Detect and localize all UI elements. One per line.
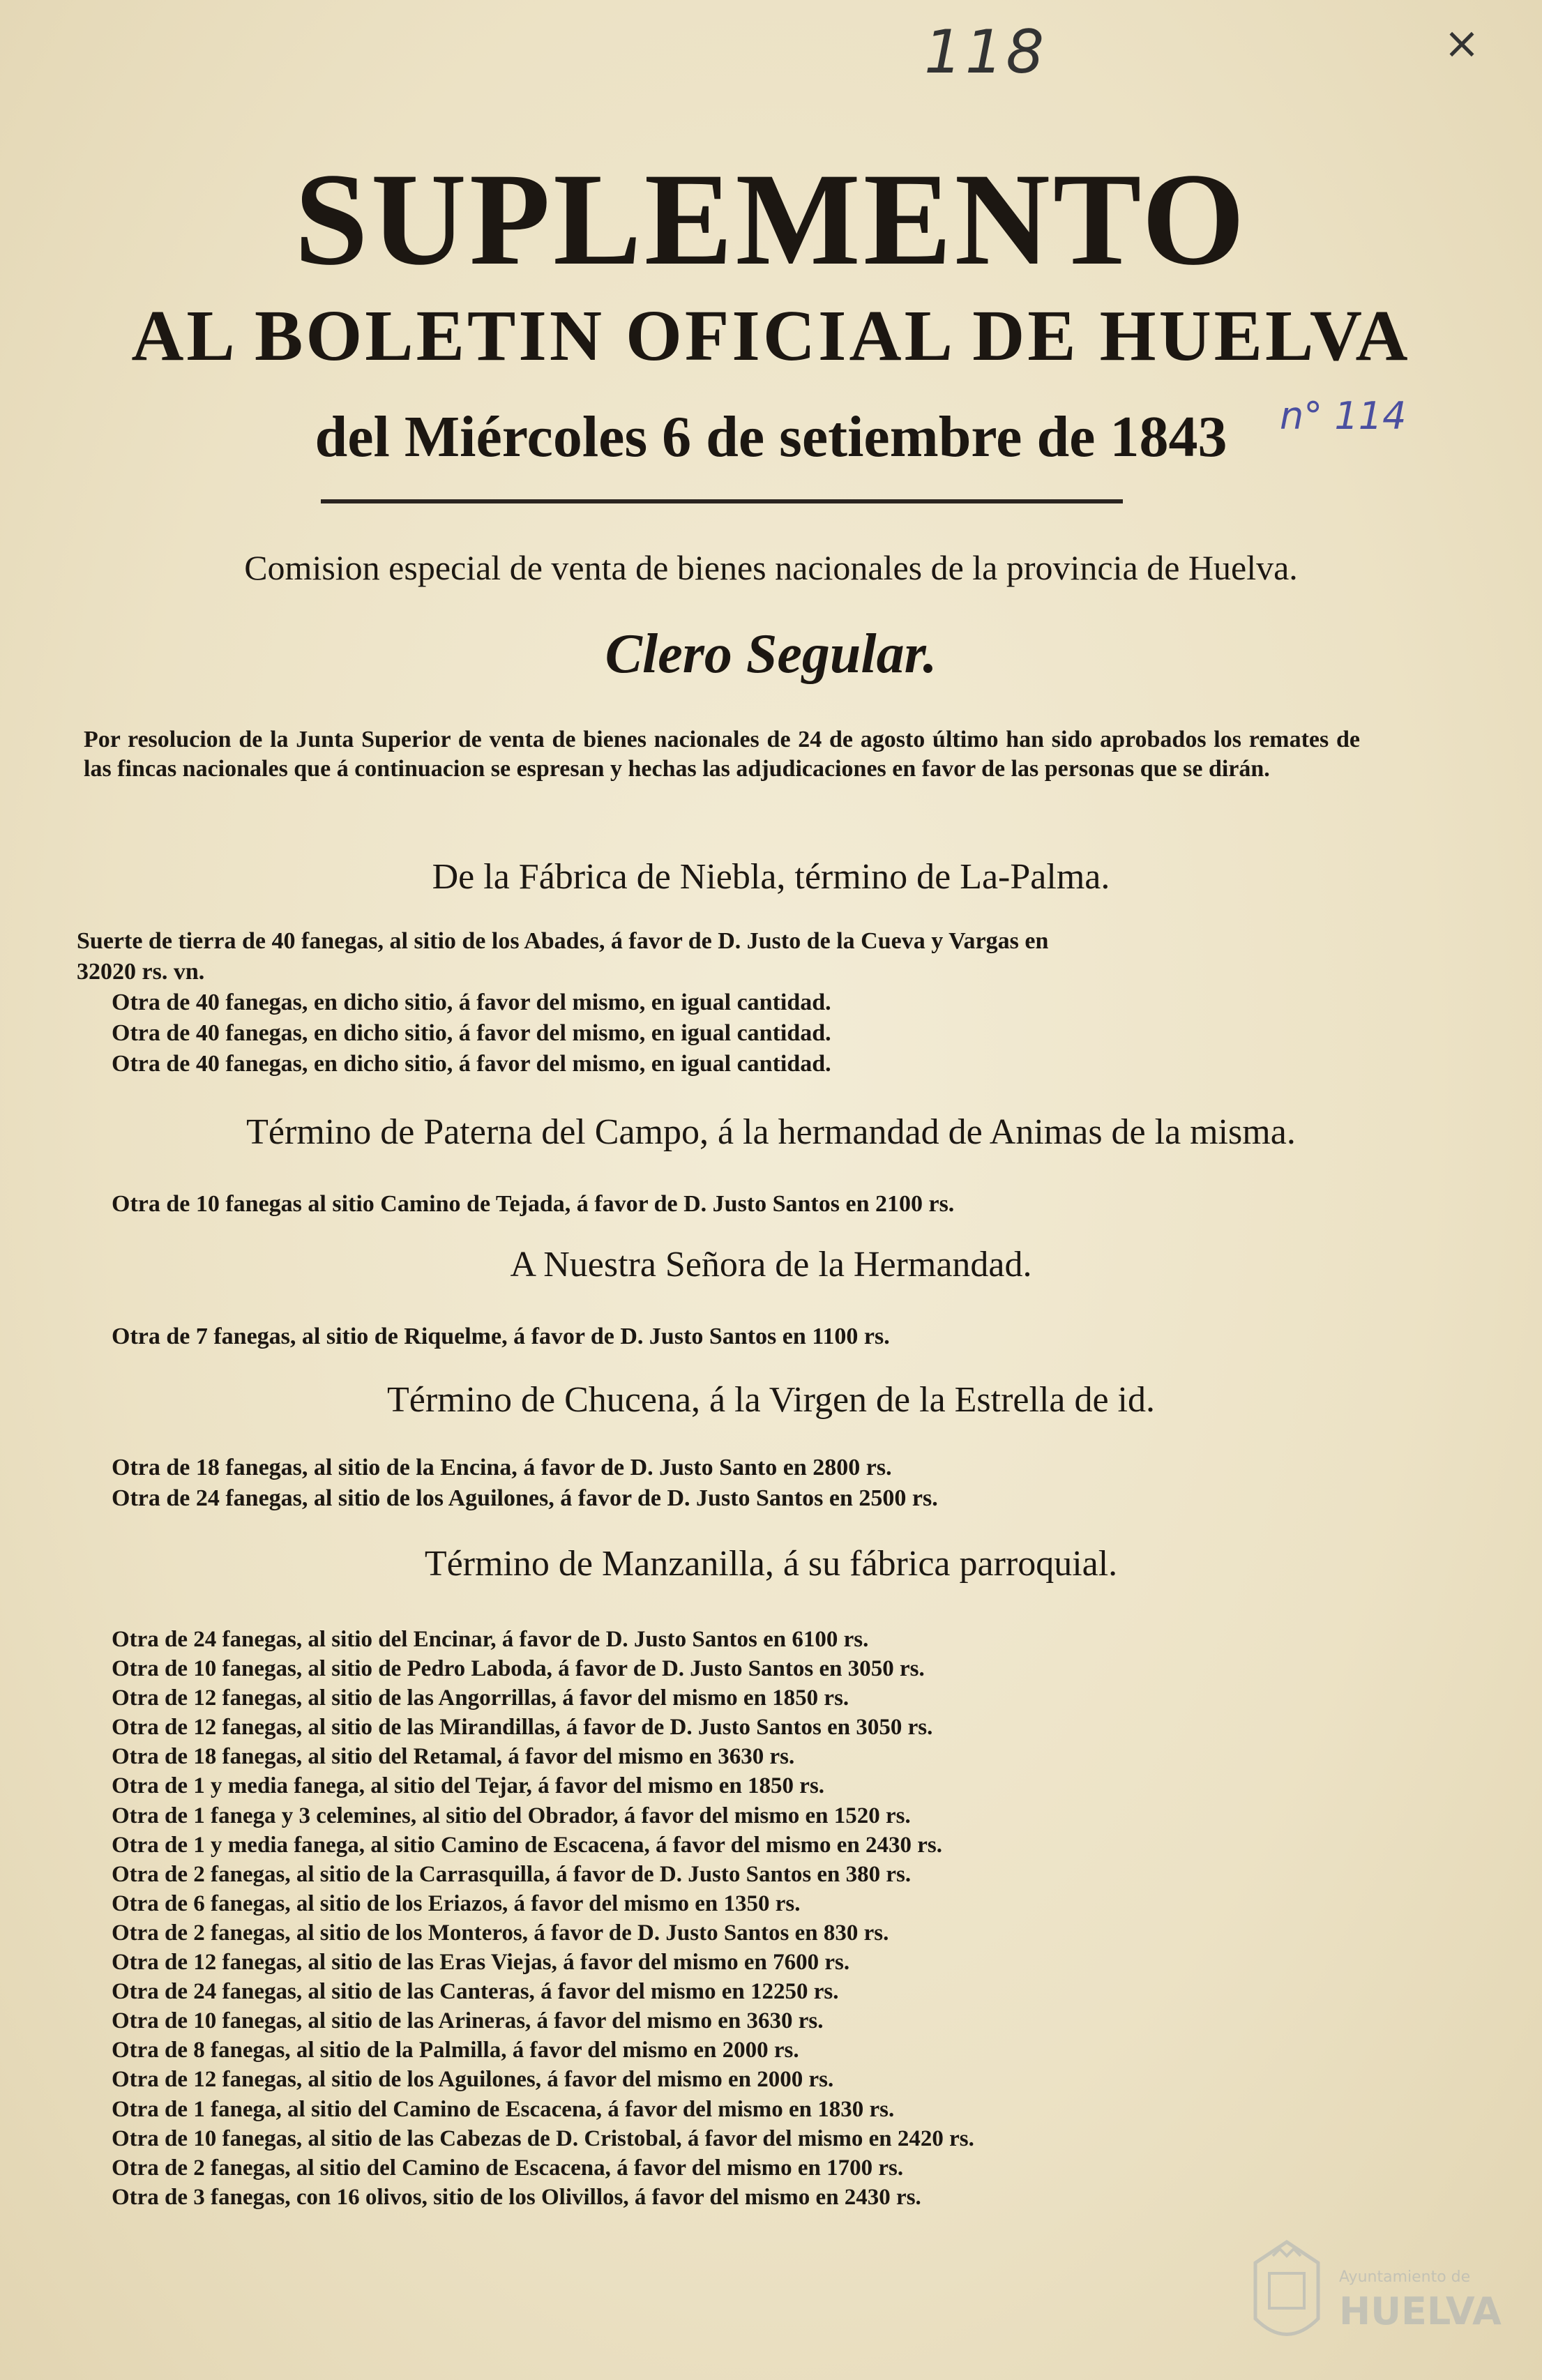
handwritten-corner-mark: × <box>1444 17 1480 68</box>
list-item: Otra de 24 fanegas, al sitio del Encinar, á favor de D. Justo Santos en 6100 rs. <box>112 1627 869 1652</box>
list-item: Otra de 40 fanegas, en dicho sitio, á favor del mismo, en igual cantidad. <box>112 1020 831 1046</box>
entry-list <box>112 1625 1332 2212</box>
list-item: Otra de 24 fanegas, al sitio de las Canteras, á favor del mismo en 12250 rs. <box>112 1979 839 2005</box>
section-title: Clero Segular. <box>605 623 937 685</box>
list-item: Otra de 8 fanegas, al sitio de la Palmilla, á favor del mismo en 2000 rs. <box>112 2038 799 2063</box>
list-item: Otra de 10 fanegas, al sitio de Pedro Laboda, á favor de D. Justo Santos en 3050 rs. <box>112 1656 925 1682</box>
group-heading: Término de Paterna del Campo, á la hermandad de Animas de la misma. <box>246 1112 1296 1152</box>
intro-paragraph: Por resolucion de la Junta Superior de venta de bienes nacionales de 24 de agosto último han sido aprobados los remates de las fincas nacionales que á continuacion se espresan y hechas las adjudicaciones en favor de las personas que se dirán. <box>84 727 1360 782</box>
watermark-line-2: HUELVA <box>1339 2289 1502 2333</box>
list-item: Otra de 12 fanegas, al sitio de las Mirandillas, á favor de D. Justo Santos en 3050 rs. <box>112 1715 933 1741</box>
entry-list <box>77 926 1332 1079</box>
list-item: Otra de 1 y media fanega, al sitio Camino de Escacena, á favor del mismo en 2430 rs. <box>112 1832 942 1858</box>
list-item: Otra de 10 fanegas, al sitio de las Cabezas de D. Cristobal, á favor del mismo en 2420 rs. <box>112 2125 974 2151</box>
watermark-line-1: Ayuntamiento de <box>1339 2268 1471 2286</box>
list-item: Otra de 18 fanegas, al sitio de la Encina, á favor de D. Justo Santo en 2800 rs. <box>112 1455 892 1480</box>
group-heading: Término de Manzanilla, á su fábrica parroquial. <box>424 1544 1118 1584</box>
entry-list <box>112 1321 1332 1352</box>
list-item: Otra de 2 fanegas, al sitio de la Carrasquilla, á favor de D. Justo Santos en 380 rs. <box>112 1861 912 1887</box>
list-item: Otra de 7 fanegas, al sitio de Riquelme, á favor de D. Justo Santos en 1100 rs. <box>112 1324 890 1349</box>
list-item: Otra de 40 fanegas, en dicho sitio, á favor del mismo, en igual cantidad. <box>112 1051 831 1077</box>
list-item: Suerte de tierra de 40 fanegas, al sitio de los Abades, á favor de D. Justo de la Cueva y Vargas en <box>77 928 1049 954</box>
list-item: Otra de 1 fanega, al sitio del Camino de Escacena, á favor del mismo en 1830 rs. <box>112 2096 895 2122</box>
list-item: Otra de 2 fanegas, al sitio de los Monteros, á favor de D. Justo Santos en 830 rs. <box>112 1920 889 1946</box>
handwritten-folio-note: n° 114 <box>1280 394 1407 438</box>
list-item: 32020 rs. vn. <box>77 959 205 985</box>
entry-list <box>112 1189 1332 1220</box>
list-item: Otra de 1 fanega y 3 celemines, al sitio del Obrador, á favor del mismo en 1520 rs. <box>112 1803 911 1828</box>
list-item: Otra de 12 fanegas, al sitio de las Eras Viejas, á favor del mismo en 7600 rs. <box>112 1950 850 1976</box>
masthead-title: SUPLEMENTO <box>294 146 1248 293</box>
list-item: Otra de 6 fanegas, al sitio de los Eriazos, á favor del mismo en 1350 rs. <box>112 1890 801 1916</box>
masthead-subtitle: AL BOLETIN OFICIAL DE HUELVA <box>131 296 1411 376</box>
group-heading: A Nuestra Señora de la Hermandad. <box>510 1245 1032 1284</box>
list-item: Otra de 24 fanegas, al sitio de los Aguilones, á favor de D. Justo Santos en 2500 rs. <box>112 1485 938 1511</box>
coat-of-arms-icon <box>1248 2235 1325 2354</box>
watermark-seal <box>1248 2235 1541 2360</box>
list-item: Otra de 12 fanegas, al sitio de las Angorrillas, á favor del mismo en 1850 rs. <box>112 1685 849 1711</box>
list-item: Otra de 1 y media fanega, al sitio del Tejar, á favor del mismo en 1850 rs. <box>112 1773 825 1799</box>
list-item: Otra de 3 fanegas, con 16 olivos, sitio de los Olivillos, á favor del mismo en 2430 rs. <box>112 2184 921 2210</box>
masthead-date: del Miércoles 6 de setiembre de 1843 <box>315 404 1227 469</box>
list-item: Otra de 40 fanegas, en dicho sitio, á favor del mismo, en igual cantidad. <box>112 990 831 1015</box>
group-heading: De la Fábrica de Niebla, término de La-Palma. <box>432 857 1110 897</box>
list-item: Otra de 12 fanegas, al sitio de los Aguilones, á favor del mismo en 2000 rs. <box>112 2067 834 2093</box>
handwritten-page-number: 118 <box>924 17 1048 87</box>
list-item: Otra de 18 fanegas, al sitio del Retamal, á favor del mismo en 3630 rs. <box>112 1744 795 1770</box>
group-heading: Término de Chucena, á la Virgen de la Estrella de id. <box>386 1380 1155 1420</box>
list-item: Otra de 10 fanegas al sitio Camino de Tejada, á favor de D. Justo Santos en 2100 rs. <box>112 1191 955 1217</box>
commission-heading: Comision especial de venta de bienes nacionales de la provincia de Huelva. <box>244 548 1298 587</box>
masthead-rule <box>321 499 1123 503</box>
entry-list <box>112 1453 1332 1514</box>
list-item: Otra de 2 fanegas, al sitio del Camino de Escacena, á favor del mismo en 1700 rs. <box>112 2155 904 2181</box>
list-item: Otra de 10 fanegas, al sitio de las Arineras, á favor del mismo en 3630 rs. <box>112 2008 824 2034</box>
